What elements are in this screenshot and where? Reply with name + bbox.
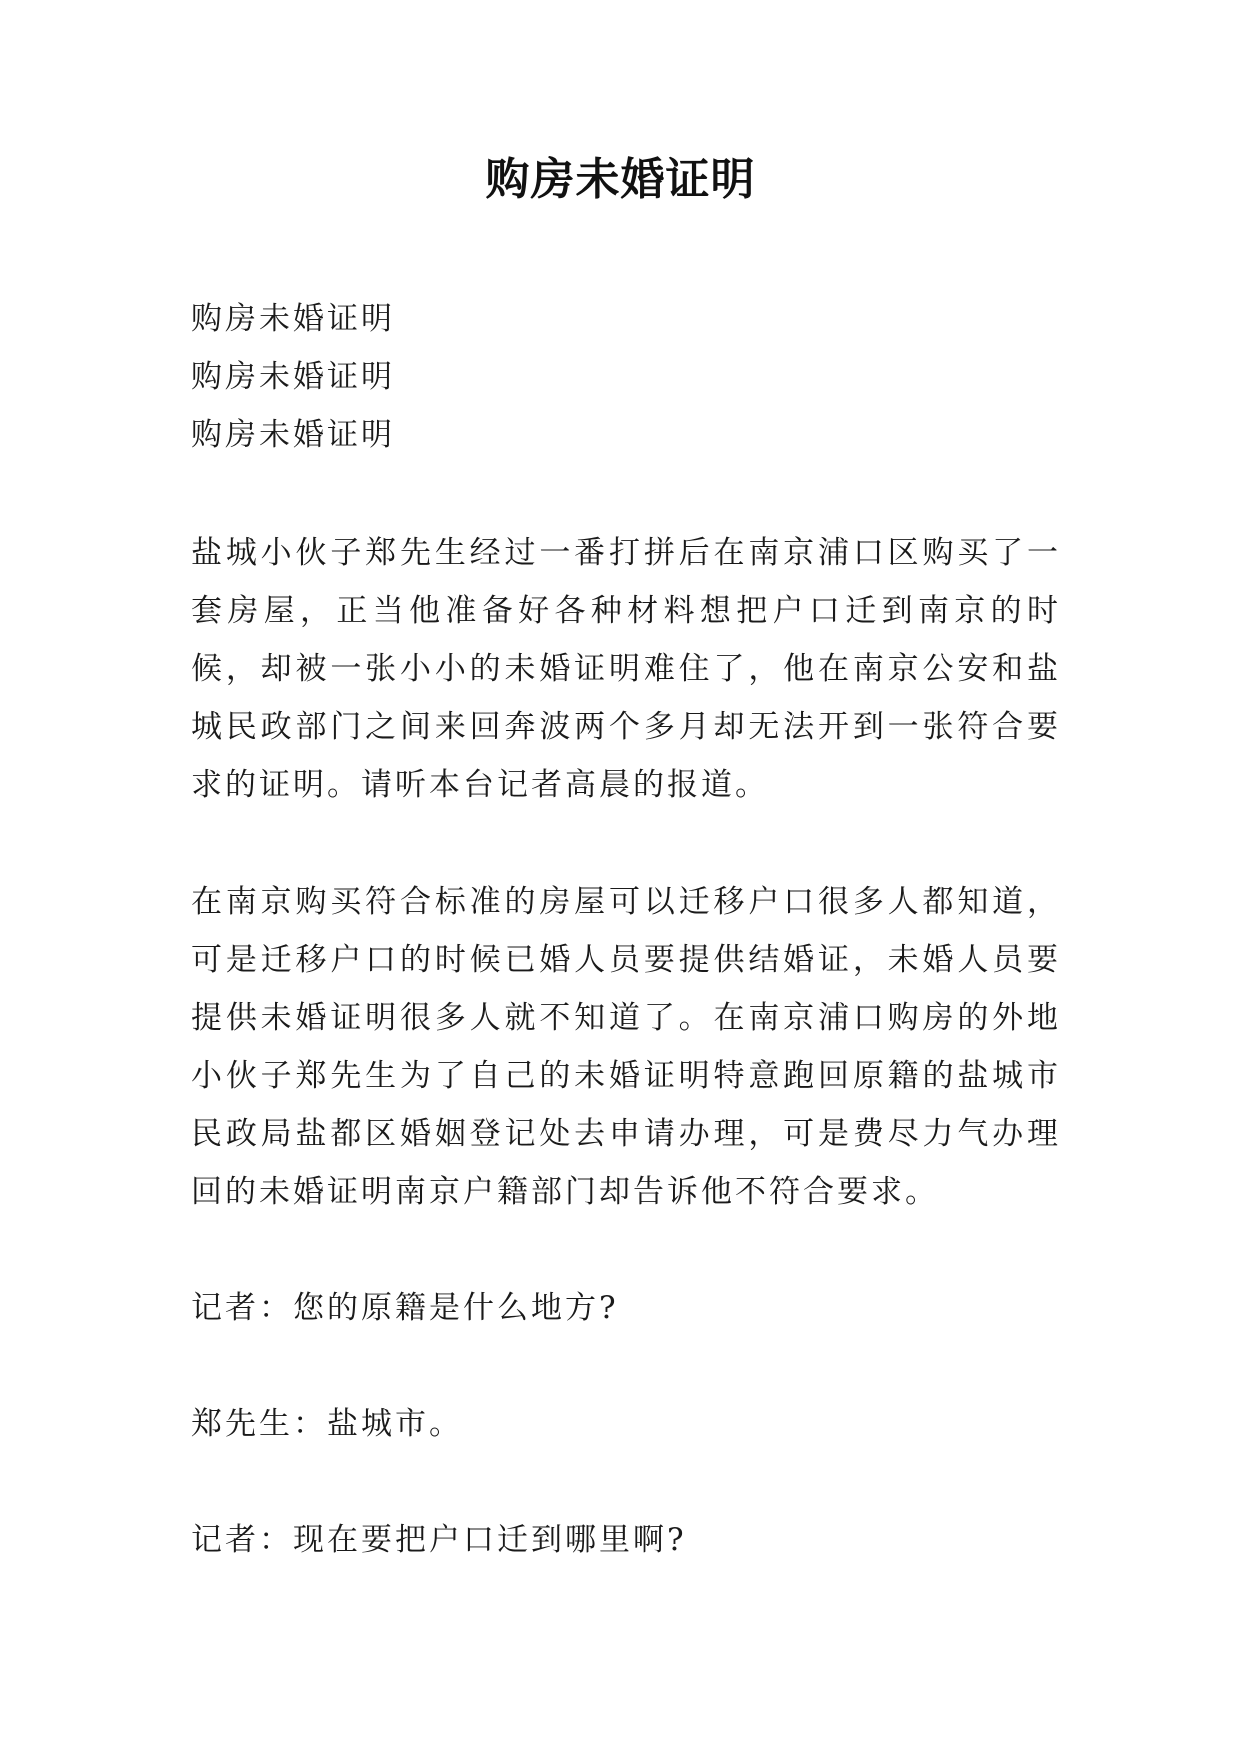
heading-line: 购房未婚证明 <box>191 301 395 337</box>
document-title: 购房未婚证明 <box>485 154 756 205</box>
dialogue-line: 记者：您的原籍是什么地方? <box>191 1290 619 1326</box>
document-body <box>191 290 1061 1569</box>
paragraph-background: 在南京购买符合标准的房屋可以迁移户口很多人都知道，可是迁移户口的时候已婚人员要提供结婚证，未婚人员要提供未婚证明很多人就不知道了。在南京浦口购房的外地小伙子郑先生为了自己的未婚证明特意跑回原籍的盐城市民政局盐都区婚姻登记处去申请办理，可是费尽力气办理回的未婚证明南京户籍部门却告诉他不符合要求。 <box>191 884 1061 1210</box>
heading-line: 购房未婚证明 <box>191 417 395 453</box>
heading-lines <box>191 290 1061 464</box>
paragraph-intro: 盐城小伙子郑先生经过一番打拼后在南京浦口区购买了一套房屋，正当他准备好各种材料想把户口迁到南京的时候，却被一张小小的未婚证明难住了，他在南京公安和盐城民政部门之间来回奔波两个多月却无法开到一张符合要求的证明。请听本台记者高晨的报道。 <box>191 535 1061 803</box>
dialogue-line: 郑先生：盐城市。 <box>191 1406 463 1442</box>
dialogue-line: 记者：现在要把户口迁到哪里啊? <box>191 1522 687 1558</box>
heading-line: 购房未婚证明 <box>191 359 395 395</box>
